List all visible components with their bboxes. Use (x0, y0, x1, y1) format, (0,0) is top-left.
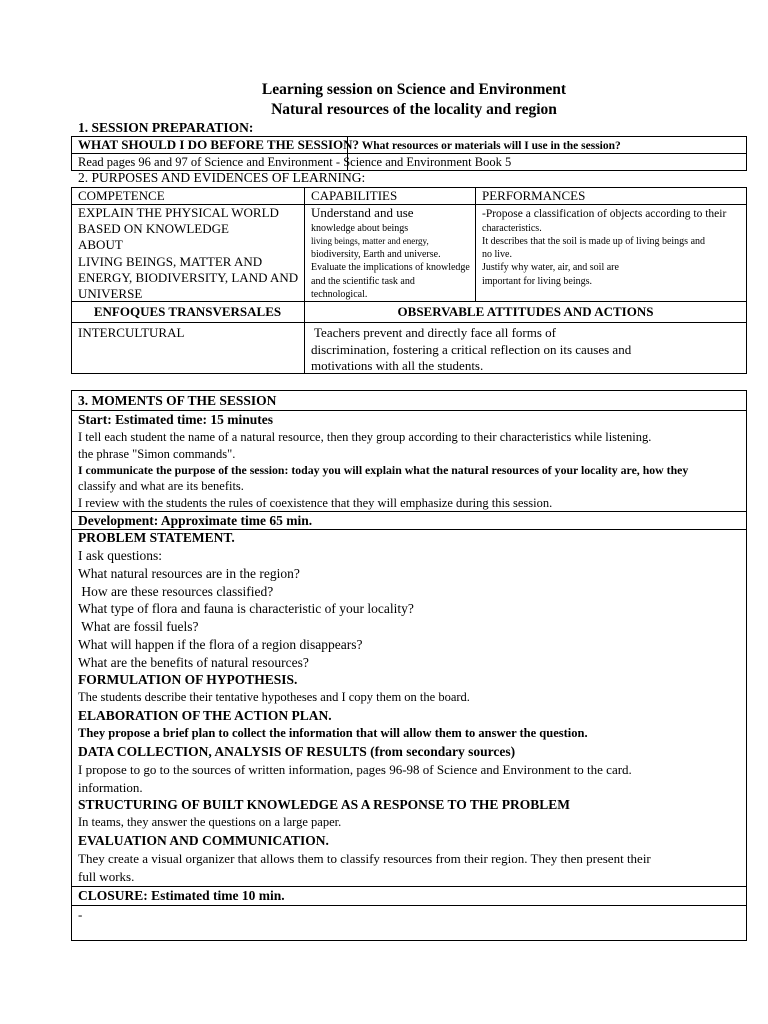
section1-heading: 1. SESSION PREPARATION: (78, 120, 254, 135)
purpose-rest: classify and what are its benefits. (78, 479, 244, 493)
col-capabilities: CAPABILITIES (311, 188, 398, 203)
structuring-text: In teams, they answer the questions on a large paper. (78, 815, 342, 829)
purpose-bold: I communicate the purpose of the session: today you will explain what the natural resources of your locality are, how they (78, 463, 689, 477)
closure-label: CLOSURE: Estimated time 10 min. (78, 888, 285, 903)
question-item: What will happen if the flora of a region disappears? (78, 637, 363, 652)
section2-heading: 2. PURPOSES AND EVIDENCES OF LEARNING: (78, 170, 366, 185)
hypothesis-text: The students describe their tentative hypotheses and I copy them on the board. (78, 690, 470, 704)
closure-text: - (78, 907, 83, 922)
document-page: Learning session on Science and Environment Natural resources of the locality and region 1. SESSION PREPARATION: WHAT SHOULD I DO BEFORE THE SESSION? What resources or materials will I use in the session? Read pages 96 and 97 of Science and Environment - Science and Environment Book 5 2. PURPOSES AND EVIDENCES OF LEARNING: COMPETENCE CAPABILITIES PERFORMANCES EXPLAIN THE PHYSICAL WORLD BASED ON KNOWLEDGE ABOUT LIVING BEINGS, MATTER AND ENERGY, BIODIVERSITY, LAND AND UNIVERSE Understand and use knowledge about beings living beings, matter and energy, biodiversity, Earth and universe. Evaluate the implications of knowledge and the scientific task and technological. -Propose a classification of objects according to their characteristics. It describes that the soil is made up of living beings and no live. Justify why water, air, and soil are important for living beings. ENFOQUES TRANSVERSALES OBSERVABLE ATTITUDES AND ACTIONS INTERCULTURAL Teachers prevent and directly face all forms of discrimination, fostering a critical reflection on its causes and motivations with all the students. 3. MOMENTS OF THE SESSION Start: Estimated time: 15 minutes I tell each student the name of a natural resource, then they group according to their characteristics while listening. the phrase "Simon commands". I communicate the purpose of the session: today you will explain what the natural resources of your locality are, how they classify and what are its benefits. I review with the students the rules of coexistence that they will emphasize during this session. Development: Approximate time 65 min. PROBLEM STATEMENT. I ask questions: What natural resources are in the region? How are these resources classified? What type of flora and fauna is characteristic of your locality? What are fossil fuels? What will happen if the flora of a region disappears? What are the benefits of natural resources? FORMULATION OF HYPOTHESIS. The students describe their tentative hypotheses and I copy them on the board. ELABORATION OF THE ACTION PLAN. They propose a brief plan to collect the information that will allow them to answer the question. DATA COLLECTION, ANALYSIS OF RESULTS (from secondary sources) I propose to go to the sources of written information, pages 96-98 of Science and Environment to the card. information. STRUCTURING OF BUILT KNOWLEDGE AS A RESPONSE TO THE PROBLEM In teams, they answer the questions on a large paper. EVALUATION AND COMMUNICATION. They create a visual organizer that allows them to classify resources from their region. They then present their full works. CLOSURE: Estimated time 10 min. - (0, 0, 768, 1024)
evaluation-line-1: They create a visual organizer that allows them to classify resources from their region. They then present their (78, 851, 651, 866)
section1-question-rest: What resources or materials will I use in the session? (359, 140, 621, 152)
section1-question (78, 137, 621, 154)
question-item: What are the benefits of natural resources? (78, 655, 309, 670)
plan-text: They propose a brief plan to collect the information that will allow them to answer the question. (78, 726, 588, 740)
attitudes-header: OBSERVABLE ATTITUDES AND ACTIONS (397, 304, 654, 319)
section3-heading: 3. MOMENTS OF THE SESSION (78, 393, 277, 408)
evaluation-line-2: full works. (78, 869, 135, 884)
hypothesis-heading: FORMULATION OF HYPOTHESIS. (78, 672, 298, 687)
data-line-1: I propose to go to the sources of written information, pages 96-98 of Science and Environment to the card. (78, 762, 632, 777)
question-item: What are fossil fuels? (78, 619, 199, 634)
question-item: What natural resources are in the region? (78, 566, 300, 581)
start-line-1: I tell each student the name of a natural resource, then they group according to their characteristics while listening. (78, 430, 652, 444)
transversal-header: ENFOQUES TRANSVERSALES (93, 304, 282, 319)
section1-question-bold: WHAT SHOULD I DO BEFORE THE SESSION? (78, 137, 360, 152)
data-line-2: information. (78, 780, 143, 795)
development-label: Development: Approximate time 65 min. (78, 513, 313, 528)
transversal-value: INTERCULTURAL (78, 325, 185, 340)
document-title: Learning session on Science and Environment (261, 81, 567, 98)
structuring-heading: STRUCTURING OF BUILT KNOWLEDGE AS A RESPONSE TO THE PROBLEM (78, 797, 571, 812)
plan-heading: ELABORATION OF THE ACTION PLAN. (78, 708, 332, 723)
data-heading: DATA COLLECTION, ANALYSIS OF RESULTS (from secondary sources) (78, 744, 516, 759)
problem-heading: PROBLEM STATEMENT. (78, 530, 235, 545)
question-item: How are these resources classified? (78, 584, 274, 599)
col-performances: PERFORMANCES (482, 188, 586, 203)
review-text: I review with the students the rules of coexistence that they will emphasize during this session. (78, 496, 553, 510)
ask-text: I ask questions: (78, 548, 162, 563)
start-label: Start: Estimated time: 15 minutes (78, 412, 273, 427)
start-line-2: the phrase "Simon commands". (78, 447, 236, 461)
question-item: What type of flora and fauna is characteristic of your locality? (78, 601, 414, 616)
section1-answer: Read pages 96 and 97 of Science and Environment - Science and Environment Book 5 (78, 155, 512, 169)
col-competence: COMPETENCE (78, 188, 165, 203)
document-subtitle: Natural resources of the locality and region (271, 101, 557, 118)
evaluation-heading: EVALUATION AND COMMUNICATION. (78, 833, 329, 848)
